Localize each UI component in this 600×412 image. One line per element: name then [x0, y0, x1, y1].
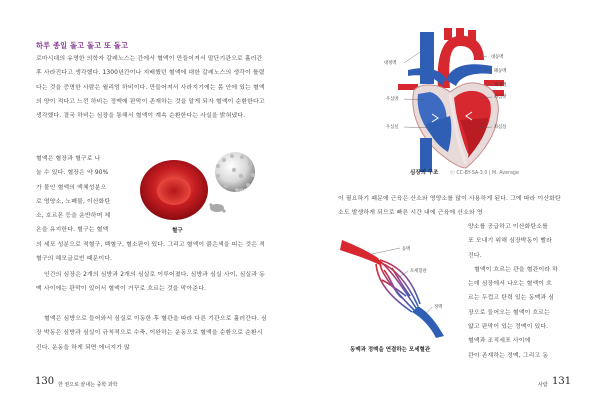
- paragraph-galen: 로마시대의 유명한 의학자 갈레노스는 간에서 혈액이 만들어져서 말단기관으로 흘러간 후 사라진다고 생각했다. 1300년간이나 지배했던 혈액에 대한 갈레노스의 생각이 틀렸다는 것을 증명한 사람은 윌리엄 하비이다. 만들어져서 사라지기에는 몸 안에 있는 혈액의 양이 적다고 느낀 하비는 정맥에 판막이 존재하는 것을 알게 되자 혈액이 순환한다고 생각했다. 결국 하비는 심장을 통해서 혈액이 계속 순환한다는 사실을 밝혀냈다.: [36, 56, 265, 120]
- left-ventricle-label: 좌심실: [494, 125, 507, 130]
- text-line: 로 영양소, 노폐물, 이산화탄: [36, 198, 111, 205]
- capillary-caption: 동맥과 정맥을 연결하는 모세혈관: [350, 347, 431, 353]
- text-line: 눌 수 있다. 혈장은 약 90%: [36, 170, 109, 177]
- paragraph-muscle-oxygen: 이 필요하기 때문에 근육은 산소와 영양소를 많이 사용하게 된다. 그에 따라 이산화탄소도 발생하게 되므로 빠른 시간 내에 근육에 산소와 영: [338, 196, 561, 217]
- text-line: 장으로 들어오는 혈액이 흐르는: [468, 309, 550, 316]
- text-line: 양소를 공급하고 이산화탄소를: [468, 224, 548, 230]
- wbc-label-1: 백혈구: [239, 188, 252, 193]
- heart-credit: ⓒ CC-BY-SA-3.0 | M. Average: [450, 171, 519, 176]
- wbc-label-2: (식균 작용): [238, 194, 259, 199]
- text-line: 르는 두껍고 탄력 있는 동맥과 심: [468, 295, 555, 302]
- platelet-label: 혈소판(혈액 응고): [196, 216, 229, 221]
- section-heading: 하루 종일 돌고 돌고 또 돌고: [36, 41, 129, 50]
- blood-cells-figure: [138, 148, 268, 232]
- figure-caption-blood-cells: 혈구: [172, 228, 183, 234]
- text-line: 혈액이 흐르는 관을 혈관이라 하: [474, 266, 559, 273]
- capillary-label: 모세혈관: [410, 269, 427, 274]
- capillary-diagram: [332, 236, 462, 340]
- page-number: 130: [35, 376, 55, 387]
- pulmonary-vein-label: 폐정맥: [494, 83, 507, 88]
- text-line: 얇고 판막이 있는 정맥이 있다.: [468, 324, 549, 331]
- text-line: 혈액은 혈장과 혈구로 나: [36, 156, 101, 162]
- paragraph-heart-chambers: 인간의 심장은 2개의 심방과 2개의 심실로 이루어졌다. 심방과 심실 사이, 심실과 동맥 사이에는 판막이 있어서 혈액이 거꾸로 흐르는 것을 막아준다.: [36, 272, 265, 293]
- text-line: 소, 호르몬 등을 운반하며 체: [36, 213, 111, 220]
- paragraph-blood-vessels: [468, 220, 568, 363]
- text-line: 진다.: [468, 252, 482, 259]
- text-line: 온을 유지한다. 혈구는 혈액: [36, 227, 109, 234]
- footer-series: 한 권으로 끝내는 중학 과학: [58, 382, 118, 388]
- heart-caption: 심장의 구조: [410, 170, 439, 176]
- text-line: 포 모내기 위해 심장박동이 빨라: [468, 238, 553, 245]
- rbc-label: 적혈구(산소 운반): [158, 153, 191, 158]
- left-atrium-label: 좌심방: [494, 95, 507, 100]
- paragraph-blood-components: [36, 152, 132, 238]
- vena-cava-label: 대정맥: [384, 61, 397, 66]
- right-ventricle-label: 우심실: [386, 125, 399, 130]
- text-line: 관이 존재하는 정맥, 그리고 동: [468, 352, 549, 359]
- right-page: [300, 0, 600, 412]
- paragraph-blood-cells: 의 세포 성분으로 적혈구, 백혈구, 혈소판이 있다. 그리고 혈액이 붉은색을 띠는 것은 적혈구의 헤모글로빈 때문이다.: [36, 242, 265, 263]
- pulmonary-artery-label: 폐동맥: [494, 69, 507, 74]
- right-atrium-label: 우심방: [386, 97, 399, 102]
- text-line: 는데 심장에서 나오는 혈액이 흐: [468, 281, 553, 288]
- aorta-label: 대동맥: [491, 55, 504, 60]
- page-number: 131: [552, 376, 572, 387]
- paragraph-circulation: 혈액은 심방으로 들어와서 심실로 이동한 후 혈관을 따라 다른 기관으로 흘러간다. 심장 박동은 심방과 심실이 규칙적으로 수축, 이완하는 운동으로 혈액을 순환으로 순환시킨다. 운동을 하게 되면 에너지가 많: [36, 316, 267, 351]
- artery-vessel: [340, 240, 382, 266]
- text-line: 혈액과 조직세포 사이에: [468, 338, 531, 345]
- vein-vessel: [412, 306, 444, 338]
- footer-section: 사람: [538, 382, 548, 388]
- text-line: 가 물인 혈액의 액체성분으: [36, 184, 107, 191]
- artery-label: 동맥: [402, 247, 411, 252]
- vein-label: 정맥: [434, 305, 443, 310]
- heart-diagram: [380, 28, 520, 178]
